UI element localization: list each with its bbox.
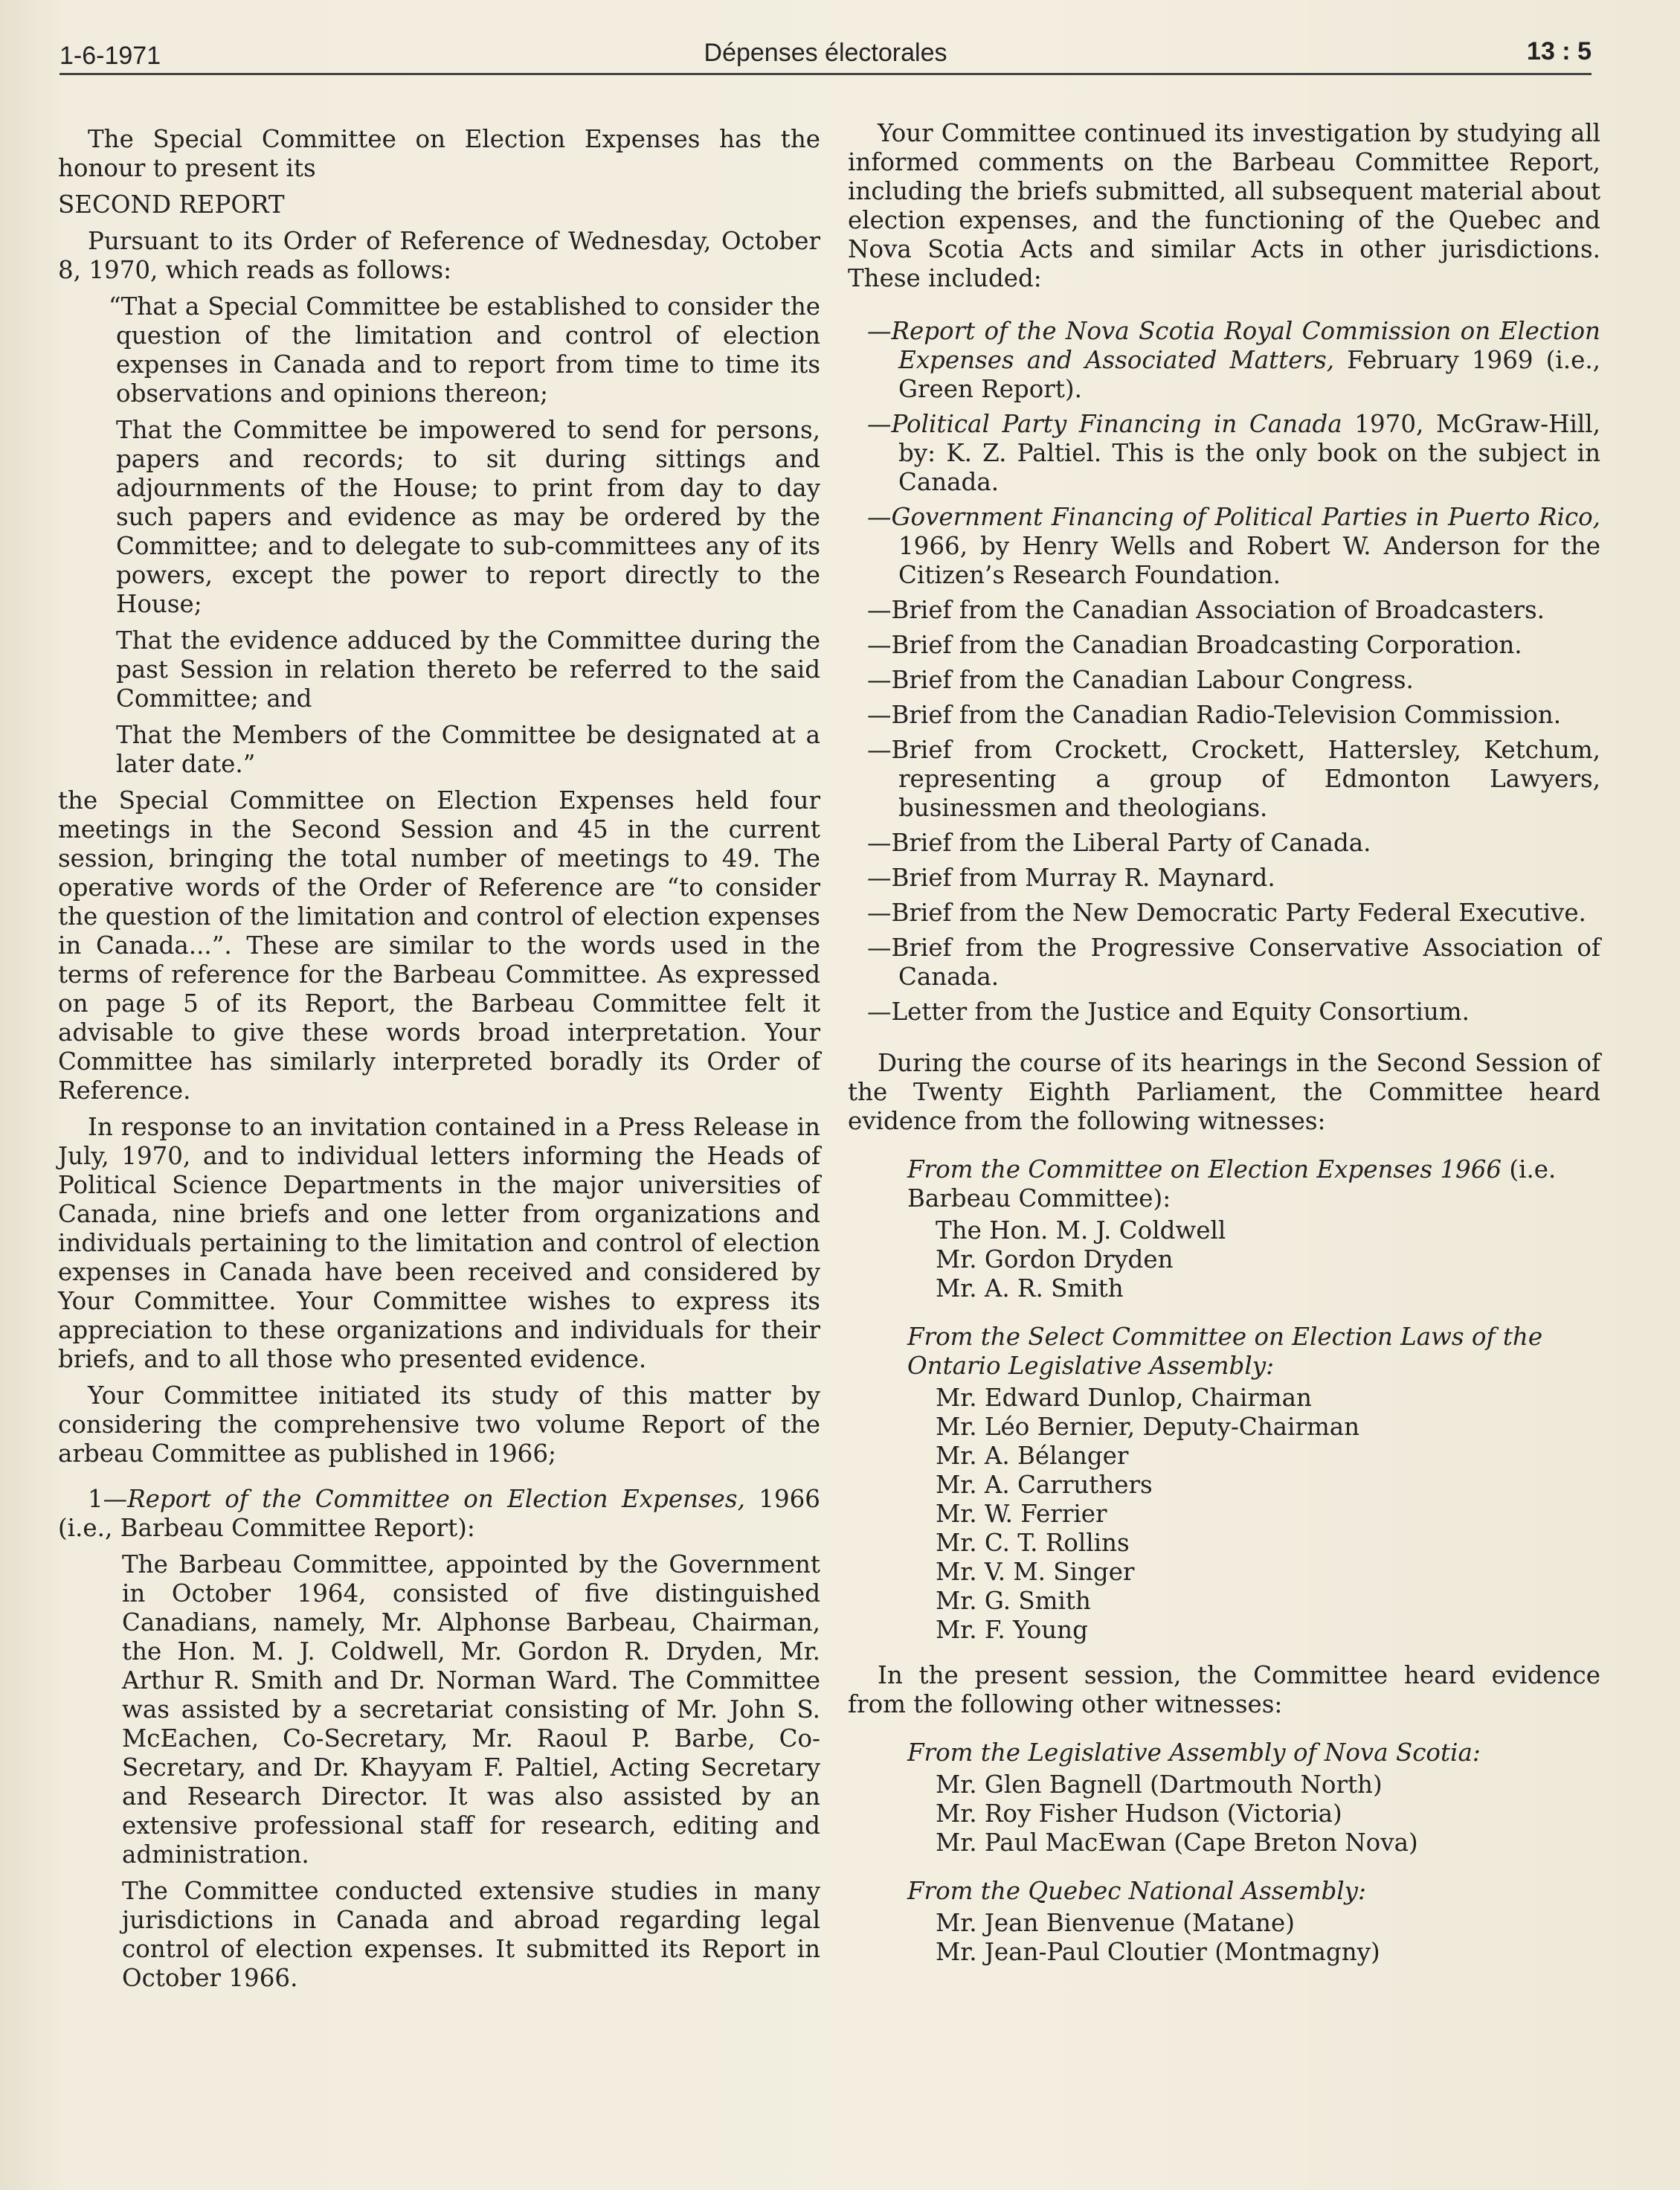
- witness-name: Mr. Edward Dunlop, Chairman: [936, 1384, 1312, 1412]
- left-column: [58, 125, 820, 2000]
- witness-name: Mr. Léo Bernier, Deputy-Chairman: [936, 1413, 1360, 1441]
- witness-name: Mr. W. Ferrier: [936, 1500, 1107, 1528]
- barbeau-paragraph: The Barbeau Committee, appointed by the Government in October 1964, consisted of five distinguished Canadians, namely, Mr. Alphonse Barbeau, Chairman, the Hon. M. J. Coldwell, Mr. Gordon R. Dryden, Mr. Arthur R. Smith and Dr. Norman Ward. The Committee was assisted by a secretariat consisting of Mr. John S. McEachen, Co-Secretary, Mr. Raoul P. Barbe, Co-Secretary, and Dr. Khayyam F. Paltiel, Acting Secretary and Research Director. It was also assisted by an extensive professional staff for research, editing and administration.: [122, 1550, 820, 1869]
- press-release-paragraph: In response to an invitation contained in a Press Release in July, 1970, and to individual letters informing the Heads of Political Science Departments in the major universities of Canada, nine briefs and one letter from organizations and individuals pertaining to the limitation and control of election expenses in Canada have been received and considered by Your Committee. Your Committee wishes to express its appreciation to these organizations and individuals for their briefs, and to all those who presented evidence.: [58, 1113, 820, 1373]
- witness-name: Mr. Glen Bagnell (Dartmouth North): [936, 1770, 1383, 1799]
- brief-item-2: —Political Party Financing in Canada 1970, McGraw-Hill, by: K. Z. Paltiel. This is the only book on the subject in Canada.: [867, 410, 1600, 496]
- witness-name: Mr. V. M. Singer: [936, 1558, 1135, 1586]
- brief-item-7: —Brief from the Canadian Radio-Television Commission.: [867, 701, 1562, 729]
- witness-source-ontario: From the Select Committee on Election Laws of the Ontario Legislative Assembly:: [907, 1323, 1543, 1380]
- witness-name: Mr. Jean Bienvenue (Matane): [936, 1909, 1295, 1937]
- witness-name: Mr. A. Bélanger: [936, 1442, 1129, 1470]
- present-session-paragraph: In the present session, the Committee heard evidence from the following other witnesses:: [848, 1661, 1600, 1718]
- brief-item-12: —Brief from the Progressive Conservative Association of Canada.: [867, 934, 1600, 991]
- witness-name: Mr. C. T. Rollins: [936, 1529, 1130, 1557]
- page-header: [59, 33, 1592, 75]
- witness-source-barbeau: From the Committee on Election Expenses 1966 (i.e. Barbeau Committee):: [907, 1155, 1557, 1213]
- witness-name: Mr. A. Carruthers: [936, 1471, 1153, 1499]
- brief-item-4: —Brief from the Canadian Association of Broadcasters.: [867, 596, 1545, 624]
- study-paragraph: Your Committee initiated its study of this matter by considering the comprehensive two volume Report of the arbeau Committee as published in 1966;: [58, 1381, 820, 1468]
- brief-item-10: —Brief from Murray R. Maynard.: [867, 864, 1275, 892]
- brief-item-13: —Letter from the Justice and Equity Consortium.: [867, 998, 1470, 1026]
- brief-item-11: —Brief from the New Democratic Party Federal Executive.: [867, 899, 1586, 927]
- brief-item-6: —Brief from the Canadian Labour Congress.: [867, 666, 1414, 694]
- brief-item-3: —Government Financing of Political Parties in Puerto Rico, 1966, by Henry Wells and Robert W. Anderson for the Citizen’s Research Foundation.: [867, 503, 1600, 589]
- witness-name: Mr. Roy Fisher Hudson (Victoria): [936, 1799, 1342, 1828]
- header-page-number: 13 : 5: [1527, 37, 1592, 65]
- report-item-1: 1—Report of the Committee on Election Expenses, 1966 (i.e., Barbeau Committee Report):: [58, 1485, 820, 1542]
- quote-paragraph-1: “That a Special Committee be established to consider the question of the limitation and control of election expenses in Canada and to report from time to time its observations and opinions thereon;: [109, 292, 820, 408]
- witness-source-nova-scotia: From the Legislative Assembly of Nova Scotia:: [907, 1738, 1481, 1767]
- witness-name: Mr. A. R. Smith: [936, 1274, 1124, 1303]
- continued-paragraph: Your Committee continued its investigation by studying all informed comments on the Barbeau Committee Report, including the briefs submitted, all subsequent material about election expenses, and the functioning of the Quebec and Nova Scotia Acts and similar Acts in other jurisdictions. These included:: [848, 119, 1600, 292]
- witness-source-quebec: From the Quebec National Assembly:: [907, 1877, 1366, 1905]
- brief-item-9: —Brief from the Liberal Party of Canada.: [867, 829, 1371, 857]
- hearings-paragraph: During the course of its hearings in the Second Session of the Twenty Eighth Parliament, the Committee heard evidence from the following witnesses:: [848, 1049, 1600, 1135]
- pursuant-paragraph: Pursuant to its Order of Reference of Wednesday, October 8, 1970, which reads as follows:: [58, 227, 820, 284]
- studies-paragraph: The Committee conducted extensive studies in many jurisdictions in Canada and abroad regarding legal control of election expenses. It submitted its Report in October 1966.: [122, 1877, 820, 1992]
- header-title: Dépenses électorales: [704, 39, 947, 67]
- witness-name: Mr. F. Young: [936, 1616, 1088, 1644]
- brief-item-8: —Brief from Crockett, Crockett, Hattersley, Ketchum, representing a group of Edmonton Lawyers, businessmen and theologians.: [867, 736, 1600, 822]
- witness-name: Mr. Jean-Paul Cloutier (Montmagny): [936, 1938, 1380, 1966]
- right-column: [848, 119, 1600, 1967]
- meetings-paragraph: the Special Committee on Election Expenses held four meetings in the Second Session and 45 in the current session, bringing the total number of meetings to 49. The operative words of the Order of Reference are “to consider the question of the limitation and control of election expenses in Canada...”. These are similar to the words used in the terms of reference for the Barbeau Committee. As expressed on page 5 of its Report, the Barbeau Committee felt it advisable to give these words broad interpretation. Your Committee has similarly interpreted boradly its Order of Reference.: [58, 786, 820, 1105]
- header-date: 1-6-1971: [59, 42, 161, 70]
- quote-paragraph-2: That the Committee be impowered to send for persons, papers and records; to sit during sittings and adjournments of the House; to print from day to day such papers and evidence as may be ordered by the Committee; and to delegate to sub-committees any of its powers, except the power to report directly to the House;: [116, 416, 820, 618]
- quote-paragraph-4: That the Members of the Committee be designated at a later date.”: [116, 721, 820, 778]
- brief-item-5: —Brief from the Canadian Broadcasting Corporation.: [867, 631, 1522, 659]
- report-heading: SECOND REPORT: [58, 190, 285, 219]
- witness-name: Mr. Paul MacEwan (Cape Breton Nova): [936, 1828, 1418, 1857]
- intro-paragraph: The Special Committee on Election Expenses has the honour to present its: [58, 125, 820, 182]
- brief-item-1: —Report of the Nova Scotia Royal Commission on Election Expenses and Associated Matters, February 1969 (i.e., Green Report).: [867, 317, 1600, 403]
- witness-name: Mr. Gordon Dryden: [936, 1245, 1174, 1274]
- witness-name: The Hon. M. J. Coldwell: [936, 1216, 1226, 1245]
- witness-name: Mr. G. Smith: [936, 1587, 1091, 1615]
- quote-paragraph-3: That the evidence adduced by the Committee during the past Session in relation thereto be referred to the said Committee; and: [116, 626, 820, 713]
